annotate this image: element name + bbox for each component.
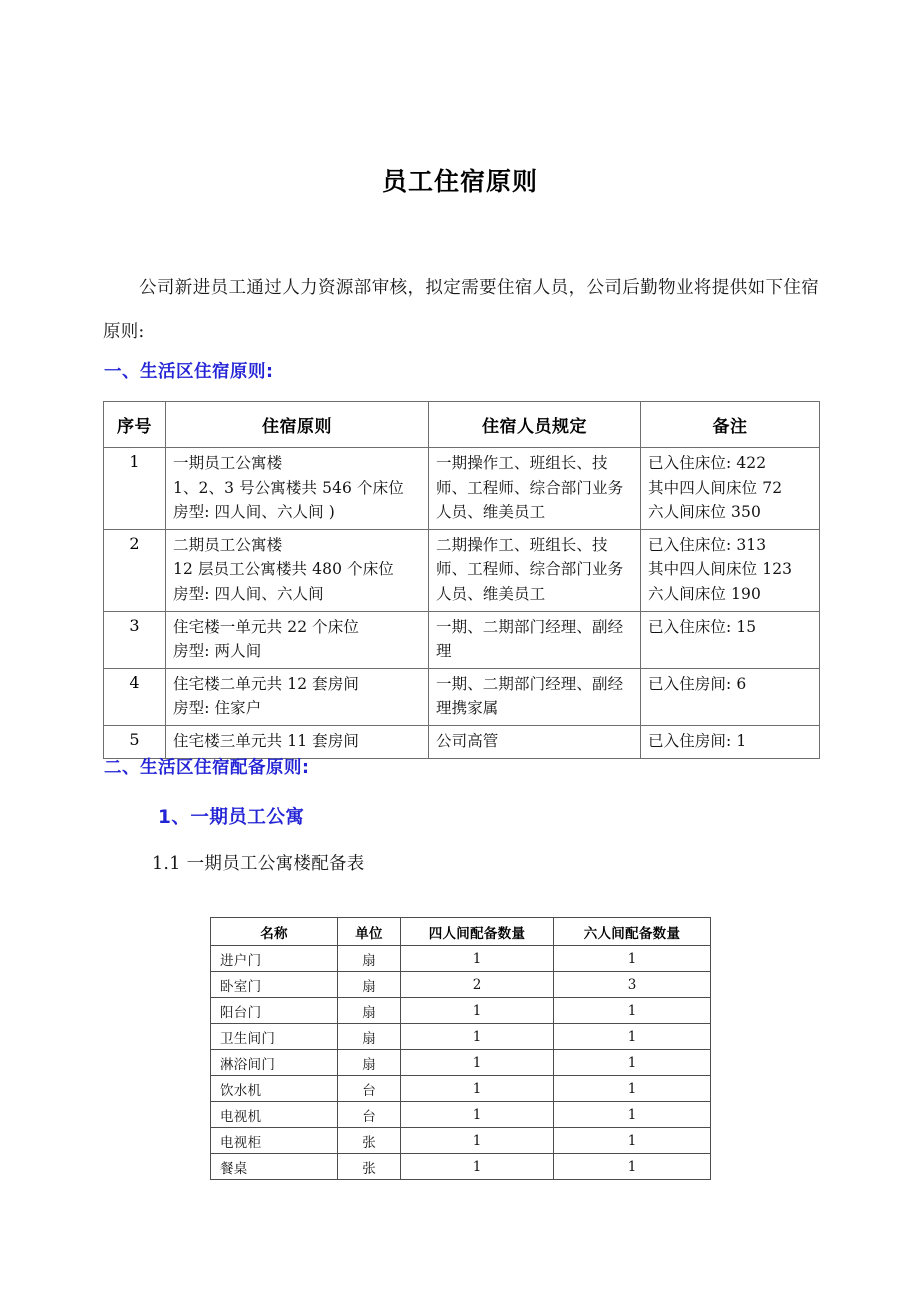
table-2-caption: 1.1 一期员工公寓楼配备表	[152, 854, 365, 874]
section-2-heading: 二、生活区住宿配备原则:	[104, 758, 310, 778]
cell-name: 电视柜	[211, 1128, 338, 1154]
cell-unit: 扇	[338, 1024, 401, 1050]
table-row	[104, 529, 820, 611]
column-header-unit: 单位	[338, 918, 401, 946]
column-header-four-person-qty: 四人间配备数量	[401, 918, 554, 946]
cell-six: 3	[554, 972, 711, 998]
table-row	[211, 946, 711, 972]
cell-rule: 住宅楼二单元共 12 套房间 房型: 住家户	[166, 668, 429, 725]
cell-index: 5	[104, 725, 166, 758]
cell-name: 进户门	[211, 946, 338, 972]
cell-six: 1	[554, 998, 711, 1024]
table-row	[211, 972, 711, 998]
cell-unit: 扇	[338, 972, 401, 998]
column-header-rule: 住宿原则	[166, 402, 429, 448]
cell-rule: 一期员工公寓楼 1、2、3 号公寓楼共 546 个床位 房型: 四人间、六人间 )	[166, 448, 429, 530]
cell-person: 公司高管	[429, 725, 641, 758]
cell-person: 一期操作工、班组长、技师、工程师、综合部门业务人员、维美员工	[429, 448, 641, 530]
cell-index: 3	[104, 611, 166, 668]
cell-four: 1	[401, 1076, 554, 1102]
table-row	[211, 1128, 711, 1154]
section-2-sub-heading-1: 1、一期员工公寓	[158, 807, 305, 828]
cell-person: 一期、二期部门经理、副经理	[429, 611, 641, 668]
cell-unit: 台	[338, 1102, 401, 1128]
cell-rule: 住宅楼一单元共 22 个床位 房型: 两人间	[166, 611, 429, 668]
cell-rule: 住宅楼三单元共 11 套房间	[166, 725, 429, 758]
apartment-equipment-table	[210, 917, 711, 1180]
cell-unit: 扇	[338, 998, 401, 1024]
column-header-name: 名称	[211, 918, 338, 946]
cell-four: 2	[401, 972, 554, 998]
cell-unit: 扇	[338, 1050, 401, 1076]
table-header-row	[211, 918, 711, 946]
cell-six: 1	[554, 1154, 711, 1180]
cell-four: 1	[401, 998, 554, 1024]
page-title: 员工住宿原则	[381, 167, 538, 196]
column-header-six-person-qty: 六人间配备数量	[554, 918, 711, 946]
cell-note: 已入住床位: 422 其中四人间床位 72 六人间床位 350	[641, 448, 820, 530]
cell-six: 1	[554, 1076, 711, 1102]
table-row	[211, 1154, 711, 1180]
cell-six: 1	[554, 946, 711, 972]
cell-four: 1	[401, 946, 554, 972]
cell-six: 1	[554, 1050, 711, 1076]
cell-name: 餐桌	[211, 1154, 338, 1180]
cell-index: 2	[104, 529, 166, 611]
intro-paragraph: 公司新进员工通过人力资源部审核，拟定需要住宿人员，公司后勤物业将提供如下住宿原则:	[103, 278, 819, 342]
column-header-note: 备注	[641, 402, 820, 448]
cell-name: 卧室门	[211, 972, 338, 998]
cell-four: 1	[401, 1024, 554, 1050]
table-row	[211, 1076, 711, 1102]
cell-note: 已入住房间: 1	[641, 725, 820, 758]
cell-person: 二期操作工、班组长、技师、工程师、综合部门业务人员、维美员工	[429, 529, 641, 611]
cell-name: 阳台门	[211, 998, 338, 1024]
cell-unit: 扇	[338, 946, 401, 972]
cell-unit: 张	[338, 1154, 401, 1180]
section-1-heading: 一、生活区住宿原则:	[104, 362, 274, 382]
cell-four: 1	[401, 1154, 554, 1180]
cell-four: 1	[401, 1128, 554, 1154]
table-row	[104, 611, 820, 668]
table-row	[104, 448, 820, 530]
cell-unit: 台	[338, 1076, 401, 1102]
cell-six: 1	[554, 1024, 711, 1050]
cell-name: 饮水机	[211, 1076, 338, 1102]
cell-note: 已入住床位: 15	[641, 611, 820, 668]
column-header-index: 序号	[104, 402, 166, 448]
cell-name: 卫生间门	[211, 1024, 338, 1050]
cell-unit: 张	[338, 1128, 401, 1154]
table-row	[104, 668, 820, 725]
table-row	[211, 1024, 711, 1050]
table-row	[211, 1102, 711, 1128]
cell-note: 已入住房间: 6	[641, 668, 820, 725]
cell-name: 电视机	[211, 1102, 338, 1128]
cell-four: 1	[401, 1050, 554, 1076]
cell-index: 4	[104, 668, 166, 725]
cell-rule: 二期员工公寓楼 12 层员工公寓楼共 480 个床位 房型: 四人间、六人间	[166, 529, 429, 611]
cell-six: 1	[554, 1128, 711, 1154]
cell-name: 淋浴间门	[211, 1050, 338, 1076]
table-header-row	[104, 402, 820, 448]
cell-note: 已入住床位: 313 其中四人间床位 123 六人间床位 190	[641, 529, 820, 611]
cell-person: 一期、二期部门经理、副经理携家属	[429, 668, 641, 725]
cell-four: 1	[401, 1102, 554, 1128]
cell-index: 1	[104, 448, 166, 530]
table-row	[211, 998, 711, 1024]
cell-six: 1	[554, 1102, 711, 1128]
accommodation-principles-table	[103, 401, 820, 759]
column-header-person: 住宿人员规定	[429, 402, 641, 448]
table-row	[211, 1050, 711, 1076]
